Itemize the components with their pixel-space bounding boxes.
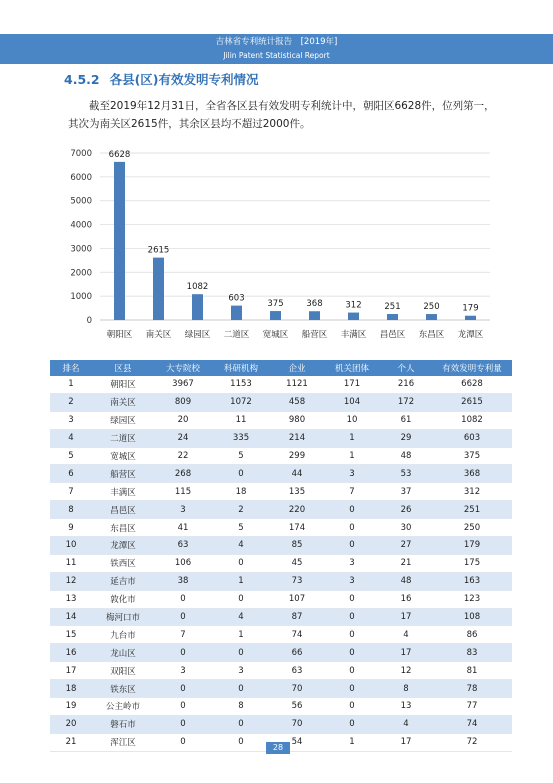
table-cell: 16: [380, 590, 432, 608]
table-cell: 123: [432, 590, 512, 608]
table-cell: 216: [380, 376, 432, 393]
table-cell: 21: [380, 554, 432, 572]
table-cell: 107: [270, 590, 324, 608]
stats-table: [50, 360, 512, 752]
table-cell: 74: [270, 626, 324, 644]
table-row: [50, 608, 512, 626]
category-label: 绿园区: [184, 330, 211, 340]
table-cell: 72: [432, 733, 512, 751]
table-cell: 115: [154, 483, 212, 501]
table-cell: 18: [212, 483, 270, 501]
table-cell: 延吉市: [92, 572, 154, 590]
bar: [192, 294, 203, 320]
table-cell: 106: [154, 554, 212, 572]
table-cell: 17: [380, 733, 432, 751]
table-cell: 九台市: [92, 626, 154, 644]
table-cell: 5: [50, 447, 92, 465]
table-cell: 12: [380, 662, 432, 680]
table-cell: 昌邑区: [92, 501, 154, 519]
table-cell: 磐石市: [92, 715, 154, 733]
table-cell: 980: [270, 411, 324, 429]
y-tick-label: 1000: [70, 292, 92, 303]
table-cell: 48: [380, 572, 432, 590]
table-cell: 45: [270, 554, 324, 572]
table-cell: 86: [432, 626, 512, 644]
table-cell: 17: [380, 644, 432, 662]
table-cell: 375: [432, 447, 512, 465]
table-cell: 1: [324, 429, 380, 447]
table-cell: 8: [380, 680, 432, 698]
table-cell: 10: [324, 411, 380, 429]
category-label: 龙潭区: [457, 330, 484, 340]
bar: [465, 316, 476, 320]
y-tick-label: 2000: [70, 268, 92, 279]
table-cell: 0: [212, 465, 270, 483]
table-cell: 浑江区: [92, 733, 154, 751]
table-cell: 174: [270, 519, 324, 537]
table-cell: 70: [270, 680, 324, 698]
table-cell: 3: [154, 501, 212, 519]
table-cell: 0: [154, 590, 212, 608]
data-label: 312: [345, 300, 362, 311]
table-cell: 0: [324, 644, 380, 662]
table-cell: 104: [324, 393, 380, 411]
table-row: [50, 483, 512, 501]
column-header: 排名: [50, 360, 92, 376]
data-label: 375: [267, 299, 284, 310]
table-cell: 0: [324, 590, 380, 608]
table-cell: 11: [212, 411, 270, 429]
table-cell: 29: [380, 429, 432, 447]
table-cell: 龙潭区: [92, 537, 154, 555]
table-row: [50, 554, 512, 572]
table-cell: 73: [270, 572, 324, 590]
bar-chart: [0, 0, 553, 350]
table-cell: 14: [50, 608, 92, 626]
table-cell: 0: [212, 680, 270, 698]
table-cell: 220: [270, 501, 324, 519]
table-cell: 1082: [432, 411, 512, 429]
table-row: [50, 572, 512, 590]
table-cell: 22: [154, 447, 212, 465]
table-cell: 3: [154, 662, 212, 680]
table-cell: 0: [212, 644, 270, 662]
category-label: 南关区: [145, 330, 172, 340]
table-cell: 8: [212, 698, 270, 716]
section-title: 各县(区)有效发明专利情况: [109, 72, 259, 87]
column-header: 科研机构: [212, 360, 270, 376]
table-cell: 4: [50, 429, 92, 447]
table-cell: 44: [270, 465, 324, 483]
column-header: 大专院校: [154, 360, 212, 376]
table-cell: 81: [432, 662, 512, 680]
table-cell: 铁西区: [92, 554, 154, 572]
bar: [270, 311, 281, 320]
table-cell: 0: [154, 715, 212, 733]
table-cell: 1072: [212, 393, 270, 411]
table-cell: 250: [432, 519, 512, 537]
table-cell: 0: [324, 626, 380, 644]
table-cell: 7: [154, 626, 212, 644]
column-header: 个人: [380, 360, 432, 376]
table-cell: 0: [212, 554, 270, 572]
table-cell: 15: [50, 626, 92, 644]
table-cell: 2: [212, 501, 270, 519]
table-cell: 38: [154, 572, 212, 590]
table-cell: 0: [154, 698, 212, 716]
table-row: [50, 393, 512, 411]
table-cell: 丰满区: [92, 483, 154, 501]
table-cell: 17: [380, 608, 432, 626]
table-cell: 7: [50, 483, 92, 501]
table-cell: 1: [212, 626, 270, 644]
table-cell: 3: [212, 662, 270, 680]
bar: [387, 314, 398, 320]
bar: [309, 311, 320, 320]
table-cell: 16: [50, 644, 92, 662]
table-cell: 0: [324, 537, 380, 555]
table-cell: 53: [380, 465, 432, 483]
table-cell: 66: [270, 644, 324, 662]
table-cell: 171: [324, 376, 380, 393]
bar: [348, 313, 359, 320]
column-header: 企业: [270, 360, 324, 376]
table-row: [50, 465, 512, 483]
table-cell: 37: [380, 483, 432, 501]
table-cell: 0: [324, 501, 380, 519]
table-cell: 10: [50, 537, 92, 555]
table-row: [50, 376, 512, 393]
table-cell: 11: [50, 554, 92, 572]
table-cell: 南关区: [92, 393, 154, 411]
bar: [114, 162, 125, 320]
table-row: [50, 680, 512, 698]
table-cell: 30: [380, 519, 432, 537]
table-cell: 70: [270, 715, 324, 733]
table-cell: 0: [324, 519, 380, 537]
table-cell: 3: [50, 411, 92, 429]
table-cell: 335: [212, 429, 270, 447]
table-cell: 0: [324, 680, 380, 698]
table-cell: 26: [380, 501, 432, 519]
category-label: 东昌区: [418, 330, 445, 340]
table-cell: 48: [380, 447, 432, 465]
table-cell: 61: [380, 411, 432, 429]
table-cell: 78: [432, 680, 512, 698]
table-cell: 龙山区: [92, 644, 154, 662]
table-cell: 4: [212, 537, 270, 555]
column-header: 区县: [92, 360, 154, 376]
data-label: 2615: [147, 245, 170, 256]
table-cell: 12: [50, 572, 92, 590]
table-cell: 朝阳区: [92, 376, 154, 393]
table-cell: 41: [154, 519, 212, 537]
table-cell: 0: [212, 715, 270, 733]
table-cell: 809: [154, 393, 212, 411]
table-cell: 27: [380, 537, 432, 555]
data-label: 603: [228, 293, 245, 304]
table-cell: 18: [50, 680, 92, 698]
table-cell: 603: [432, 429, 512, 447]
table-cell: 458: [270, 393, 324, 411]
bar: [426, 314, 437, 320]
table-cell: 公主岭市: [92, 698, 154, 716]
table-row: [50, 644, 512, 662]
table-row: [50, 447, 512, 465]
table-cell: 13: [380, 698, 432, 716]
data-label: 1082: [186, 282, 209, 293]
table-cell: 0: [154, 644, 212, 662]
category-label: 朝阳区: [106, 330, 133, 340]
table-cell: 2: [50, 393, 92, 411]
table-cell: 4: [212, 608, 270, 626]
bar: [231, 306, 242, 320]
table-cell: 6628: [432, 376, 512, 393]
table-row: [50, 662, 512, 680]
y-tick-label: 0: [86, 316, 92, 326]
y-tick-label: 6000: [70, 172, 92, 183]
table-cell: 9: [50, 519, 92, 537]
table-cell: 74: [432, 715, 512, 733]
table-row: [50, 715, 512, 733]
table-cell: 1: [212, 572, 270, 590]
table-cell: 175: [432, 554, 512, 572]
table-row: [50, 590, 512, 608]
table-cell: 63: [154, 537, 212, 555]
category-label: 丰满区: [340, 330, 367, 340]
table-row: [50, 411, 512, 429]
table-cell: 214: [270, 429, 324, 447]
table-cell: 4: [380, 715, 432, 733]
category-label: 宽城区: [262, 330, 289, 340]
category-label: 昌邑区: [379, 330, 406, 340]
table-cell: 2615: [432, 393, 512, 411]
table-row: [50, 429, 512, 447]
table-cell: 17: [50, 662, 92, 680]
table-cell: 312: [432, 483, 512, 501]
table-row: [50, 537, 512, 555]
bar: [153, 258, 164, 320]
table-cell: 172: [380, 393, 432, 411]
column-header: 有效发明专利量: [432, 360, 512, 376]
table-cell: 5: [212, 447, 270, 465]
report-subtitle: Jilin Patent Statistical Report: [223, 51, 330, 60]
table-cell: 1153: [212, 376, 270, 393]
table-cell: 21: [50, 733, 92, 751]
category-label: 船营区: [301, 330, 328, 340]
table-cell: 13: [50, 590, 92, 608]
table-cell: 铁东区: [92, 680, 154, 698]
table-cell: 0: [324, 608, 380, 626]
table-cell: 83: [432, 644, 512, 662]
table-row: [50, 698, 512, 716]
table-cell: 85: [270, 537, 324, 555]
table-cell: 3: [324, 572, 380, 590]
table-cell: 135: [270, 483, 324, 501]
table-cell: 敦化市: [92, 590, 154, 608]
table-cell: 二道区: [92, 429, 154, 447]
table-cell: 0: [324, 698, 380, 716]
table-cell: 宽城区: [92, 447, 154, 465]
section-number: 4.5.2: [64, 72, 100, 87]
table-cell: 0: [324, 662, 380, 680]
page-number: 28: [266, 742, 290, 754]
data-label: 368: [306, 299, 323, 310]
table-cell: 3: [324, 554, 380, 572]
table-cell: 0: [154, 608, 212, 626]
table-cell: 绿园区: [92, 411, 154, 429]
table-cell: 双阳区: [92, 662, 154, 680]
table-cell: 0: [324, 715, 380, 733]
table-cell: 87: [270, 608, 324, 626]
table-cell: 299: [270, 447, 324, 465]
table-cell: 5: [212, 519, 270, 537]
y-tick-label: 7000: [70, 149, 92, 159]
table-cell: 3: [324, 465, 380, 483]
table-cell: 4: [380, 626, 432, 644]
table-cell: 6: [50, 465, 92, 483]
table-cell: 368: [432, 465, 512, 483]
table-cell: 1: [50, 376, 92, 393]
table-cell: 77: [432, 698, 512, 716]
table-cell: 0: [154, 733, 212, 751]
table-cell: 8: [50, 501, 92, 519]
table-cell: 7: [324, 483, 380, 501]
table-cell: 19: [50, 698, 92, 716]
data-label: 6628: [108, 149, 131, 160]
data-label: 179: [462, 303, 479, 314]
table-header-row: [50, 360, 512, 376]
body-paragraph: 截至2019年12月31日，全省各区县有效发明专利统计中，朝阳区6628件，位列第一，其次为南关区2615件，其余区县均不超过2000件。: [68, 100, 495, 130]
y-tick-label: 4000: [70, 220, 92, 231]
table-cell: 梅河口市: [92, 608, 154, 626]
data-label: 250: [423, 302, 440, 313]
y-tick-label: 5000: [70, 196, 92, 207]
table-row: [50, 519, 512, 537]
table-cell: 56: [270, 698, 324, 716]
table-cell: 船营区: [92, 465, 154, 483]
table-cell: 179: [432, 537, 512, 555]
table-cell: 东昌区: [92, 519, 154, 537]
table-cell: 20: [50, 715, 92, 733]
column-header: 机关团体: [324, 360, 380, 376]
table-cell: 251: [432, 501, 512, 519]
y-tick-label: 3000: [70, 244, 92, 255]
category-label: 二道区: [223, 330, 250, 340]
data-label: 251: [384, 302, 401, 313]
table-cell: 163: [432, 572, 512, 590]
table-cell: 1: [324, 447, 380, 465]
table-cell: 108: [432, 608, 512, 626]
table-cell: 20: [154, 411, 212, 429]
table-row: [50, 626, 512, 644]
table-cell: 63: [270, 662, 324, 680]
table-row: [50, 501, 512, 519]
table-cell: 0: [212, 733, 270, 751]
table-cell: 3967: [154, 376, 212, 393]
table-cell: 268: [154, 465, 212, 483]
table-cell: 0: [212, 590, 270, 608]
table-cell: 1: [324, 733, 380, 751]
report-title: 吉林省专利统计报告 [2019年]: [215, 37, 338, 47]
table-cell: 24: [154, 429, 212, 447]
table-cell: 0: [154, 680, 212, 698]
table-cell: 54: [270, 733, 324, 751]
table-cell: 1121: [270, 376, 324, 393]
